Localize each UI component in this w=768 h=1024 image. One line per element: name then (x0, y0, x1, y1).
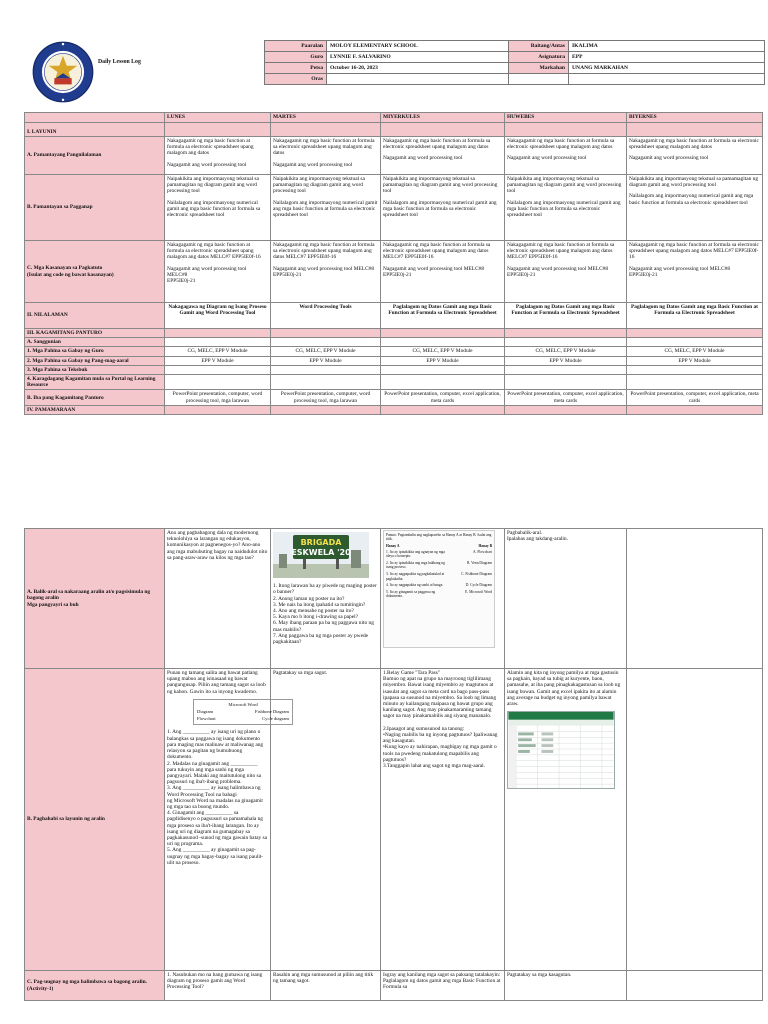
excel-spreadsheet-image (507, 711, 615, 789)
lesson-log-page-1 (24, 38, 762, 415)
day-header-row (25, 113, 763, 123)
cell-biyernes (627, 529, 763, 669)
row-pag-uugnay (25, 971, 763, 1001)
cell-huwebes: Alamin ang kita ng inyong pamilya at mga gastusin sa pagkain, bayad sa tubig at kuryente, baon, pamasahe, at iba pang pinagkakagastusan sa loob ng isang buwan. Gamit ang excel ipakita ito at alamin ang average na budget ng inyong pamilya bawat araw. (505, 669, 627, 971)
row-iba-pang-kagamitan: B. Iba pang Kagamitang Panturo PowerPoint presentation, computer, word processing tool, mga larawan PowerPoint presentation, computer, word processing tool, mga larawan PowerPoint presentation, computer, excel application, meta cards PowerPoint presentation, computer, excel application, meta cards PowerPoint presentation, computer, excel application, meta cards (25, 390, 763, 405)
cell: Nakagagamit ng mga basic function at formula sa electronic spreadsheet upang malagom ang datos Nagagamit ang word processing tool (271, 137, 381, 175)
cell: Naipakikita ang impormasyong tekstual sa pamamagitan ng diagram gamit ang word processing tool Nailalagom ang impormasyong numerical gamit ang mga basic function at formula sa electronic spreadsheet tool (505, 175, 627, 241)
row-label: C. Mga Kasanayan sa Pagkatuto (Isulat ang code ng bawat kasanayan) (25, 241, 165, 303)
row-label: II. NILALAMAN (25, 303, 165, 329)
section-pamamaraan: IV. PAMAMARAAN (25, 405, 763, 414)
row-label: A. Pamantayang Pangnilalaman (25, 137, 165, 175)
cell: Paglalagom ng Datos Gamit ang mga Basic Function at Formula sa Electronic Spreadsheet (381, 303, 505, 329)
cell-martes: BRIGADA ESKWELA '20 1. Itong larawan ba ay piwede ng maging poster o banner? 2. Anong laman ng poster na ito? 3. Me nais ba itong ipahatid sa tumitingin? 4. Ano ang mensahe ng poster na ito? 5. Kaya mo b itong i-drawing sa papel? 6. May ibang paraan pa ba ng paggawa nito ng mas mabilis? 7. Ang paggawa ba ng mga poster ay pwede pagkakitaan? (271, 529, 381, 669)
cell: Nakagagamit ng mga basic function at formula sa electronic spreadsheet upang malagom ang datos Nagagamit ang word processing tool (505, 137, 627, 175)
cell-martes: Basahin ang mga sumusunod at piliin ang titik ng tamang sagot. (271, 971, 381, 1001)
row-label: A. Balik-aral sa nakaraang aralin at/o pagsisimula ng bagong aralin Mga pangyayri sa buh (25, 529, 165, 669)
row-pamantayang-pangnilalaman (25, 137, 763, 175)
row-label: B. Iba pang Kagamitang Panturo (25, 390, 165, 405)
info-value: October 16-20, 2023 (327, 63, 509, 74)
brigada-poster-image (273, 532, 369, 578)
row-balik-aral (25, 529, 763, 669)
cell: Nakagagamit ng mga basic function at formula sa electronic spreadsheet upang malagom ang datos MELC#7 EPP5IE0f-16 Nagagamit ang word processing tool MELC#8 EPP5IE0j-21 (627, 241, 763, 303)
info-value: IKALIMA (569, 41, 765, 52)
cell-huwebes: Pagbabalik-aral. Ipalabas ang takdang-aralin. (505, 529, 627, 669)
row-label: 1. Mga Pahina sa Gabay ng Guro (25, 347, 165, 356)
cell-biyernes (627, 971, 763, 1001)
cell: Naipakikita ang impormasyong tekstual sa pamamagitan ng diagram gamit ang word processing tool Nailalagom ang impormasyong numerical gamit ang mga basic function at formula sa electronic spreadsheet tool (165, 175, 271, 241)
info-label: Guro (265, 52, 327, 63)
row-teksbuk: 3. Mga Pahina sa Teksbuk (25, 365, 763, 374)
cell: Nakagagamit ng mga basic function at formula sa electronic spreadsheet upang malagom ang datos Nagagamit ang word processing tool (627, 137, 763, 175)
header (24, 38, 762, 112)
info-label: Paaralan (265, 41, 327, 52)
info-table (264, 40, 765, 85)
info-row-oras (265, 74, 765, 85)
cell: Nakagagamit ng mga basic function at formula sa electronic spreadsheet upang malagom ang datos MELC#7 EPP5IE0f-16 Nagagamit ang word processing tool MELC#8 EPP5IE0j-21 (381, 241, 505, 303)
day-miyerkules: MIYERKULES (381, 113, 505, 123)
cell: Paglalagom ng Datos Gamit ang mga Basic Function at Formula sa Electronic Spreadsheet (627, 303, 763, 329)
row-mga-kasanayan (25, 241, 763, 303)
cell-lunes: 1. Nasubukan mo na bang gumawa ng isang diagram ng proseso gamit ang Word Processing Tool? (165, 971, 271, 1001)
matching-type-worksheet-image: Panuto: Pagtambalin ang nagkapareho sa Hanay A at Hanay B. Isulat ang titik. Hanay A Hanay B 1. Ito ay ipinakikita ang ugnayan ng mga ideya o konsepto. A. Flowchart 2. Ito ay ipinakikita ang mga hakbang ng isang proseso. B. Venn Diagram 3. Ito ay nagpapakita ng pagkakatulad at pagkakaiba. C. Fishbone Diagram 4. Ito ay nagpapakita ng sanhi at bunga. D. Cycle Diagram 5. Ito ay ginagamit sa paggawa ng dokumento. E. Microsoft Word (383, 530, 495, 648)
info-row-paaralan (265, 41, 765, 52)
row-label: 2. Mga Pahina sa Gabay ng Pang-mag-aaral (25, 356, 165, 365)
document-title: Daily Lesson Log (98, 59, 141, 65)
poster-line-1: BRIGADA (300, 538, 342, 547)
cell: Nakagagamit ng mga basic function at formula sa electronic spreadsheet upang malagom ang datos MELC#7 EPP5IE0f-16 Nagagamit ang word processing tool MELC#8 EPP5IE0j-21 (505, 241, 627, 303)
info-label: Oras (265, 74, 327, 85)
poster-line-2: ESKWELA '20 (291, 548, 351, 557)
info-label: Markahan (509, 63, 569, 74)
cell: Naipakikita ang impormasyong tekstual sa pamamagitan ng diagram gamit ang word processing tool Nailalagom ang impormasyong numerical gamit ang mga basic function at formula sa electronic spreadsheet tool (627, 175, 763, 241)
cell-biyernes (627, 669, 763, 971)
deped-seal-icon (32, 41, 94, 103)
cell: Nakagagamit ng mga basic function at formula sa electronic spreadsheet upang malagom ang datos Nagagamit ang word processing tool (165, 137, 271, 175)
info-value (569, 74, 765, 85)
day-lunes: LUNES (165, 113, 271, 123)
cell-miyerkules: 1.Relay Game "Tara Pass" Bumuo ng apat na grupo na mayroong tiglilimang miyembro. Bawat isang miyembro ay magtutuos at isasulat ang sagot sa meta card na bago pass-pass ipapasa sa susunod na miyembro. Sa loob ng limang minuto ay kailangang maipasa ng bawat grupo ang kanilang sagot. Ang may pinakamaraming tamang sagot na may pinakamabilis ang siyang mananalo. 2.Ipasagot ang sumusunod na tanong: •Naging mabilis ba ng inyong pagtutuos? Ipaliwanag ang kasagutan. •Kung kayo ay nahirapan, magbigay ng mga gamit o tools na pwedeng makatulong mapabilis ang pagtutuos? 3.Tanggapin lahat ang sagot ng mga mag-aaral. (381, 669, 505, 971)
cell: Naipakikita ang impormasyong tekstual sa pamamagitan ng diagram gamit ang word processing tool Nailalagom ang impormasyong numerical gamit ang mga basic function at formula sa electronic spreadsheet tool (381, 175, 505, 241)
info-value (327, 74, 509, 85)
info-value: MOLOY ELEMENTARY SCHOOL (327, 41, 509, 52)
cell: Nakagagawa ng Diagram ng Isang Proseso Gamit ang Word Processing Tool (165, 303, 271, 329)
info-label: Asignatura (509, 52, 569, 63)
row-label: B. Pamantayan sa Pagganap (25, 175, 165, 241)
lesson-table-2 (24, 528, 763, 1001)
info-label: Baitang/Antas (509, 41, 569, 52)
cell-martes: Pagtatakay sa mga sagot. (271, 669, 381, 971)
cell: Paglalagom ng Datos Gamit ang mga Basic Function at Formula sa Electronic Spreadsheet (505, 303, 627, 329)
row-pahina-mag-aaral: 2. Mga Pahina sa Gabay ng Pang-mag-aaral EPP V Module EPP V Module EPP V Module EPP V Module EPP V Module (25, 356, 763, 365)
info-value (509, 74, 569, 85)
info-value: LYNNIE F. SALVARINO (327, 52, 509, 63)
lesson-table-1 (24, 112, 763, 415)
lesson-log-page-2 (24, 528, 762, 1001)
cell-lunes: Punan ng tamang salita ang bawat patlang upang mabuo ang isinasaad ng bawat pangungusap. Piliin ang tamang sagot sa loob ng kahon. Gawin ito sa inyong kwaderno. Microsoft Word Diagram Fishbone Diagram Flowchart Cycle diagram 1. Ang __________ ay isang uri ng plano o balangkas sa paggawa ng isang dokumento para maging mas malinaw at maliwanag ang relasyon sa pagitan ng bumubuong dokumento. 2. Madalas na ginagamit ang __________ para tukuyin ang mga sanhi ng mga pangyayari. Malaki ang maitutulong nito sa pagsusuri ng iba't-ibang problema. 3. Ang __________ ay isang halimbawa ng Word Processing Tool na bahagi ng Microsoft Word na madalas na ginagamit ng mga tao sa buong mundo. 4. Ginagamit ang __________ sa pagdidisenyo o pagsusuri sa pamamahala ng mga proseso sa iba't-ibang larangan. Ito ay isang uri ng diagram na gumagabay sa pagkakasunod -sunod ng mga gawain batay sa uri ng programa. 5. Ang __________ ay ginagamit sa pag-uugnay ng mga bagay-bagay sa isang paulit-ulit na proseso. (165, 669, 271, 971)
day-huwebes: HUWEBES (505, 113, 627, 123)
row-portal: 4. Karagdagang Kagamitan mula sa Portal ng Learning Resource (25, 375, 763, 390)
row-nilalaman (25, 303, 763, 329)
word-choices-box: Microsoft Word Diagram Fishbone Diagram Flowchart Cycle diagram (193, 699, 293, 726)
info-value: EPP (569, 52, 765, 63)
info-label: Petsa (265, 63, 327, 74)
section-kagamitan: III. KAGAMITANG PANTURO (25, 329, 763, 338)
info-row-guro (265, 52, 765, 63)
info-value: UNANG MARKAHAN (569, 63, 765, 74)
cell-miyerkules (381, 529, 505, 669)
cell: Naipakikita ang impormasyong tekstual sa pamamagitan ng diagram gamit ang word processing tool Nailalagom ang impormasyong numerical gamit ang mga basic function at formula sa electronic spreadsheet tool (271, 175, 381, 241)
row-label: B. Paghahabi sa layunin ng aralin (25, 669, 165, 971)
cell: Nakagagamit ng mga basic function at formula sa electronic spreadsheet upang malagom ang datos MELC#7 EPP5IE0f-16 Nagagamit ang word processing tool MELC#8 EPP5IE0j-21 (271, 241, 381, 303)
row-sanggunian: A. Sanggunian (25, 338, 763, 347)
row-paghahabi (25, 669, 763, 971)
section-layunin: I. LAYUNIN (25, 123, 763, 137)
row-pahina-guro: 1. Mga Pahina sa Gabay ng Guro CG, MELC, EPP V Module CG, MELC, EPP V Module CG, MELC, EPP V Module CG, MELC, EPP V Module CG, MELC, EPP V Module (25, 347, 763, 356)
day-martes: MARTES (271, 113, 381, 123)
info-row-petsa (265, 63, 765, 74)
cell-miyerkules: Isgray ang kanilang mga sagot sa paksang tatalakayin: Paglalagom ng datos gamit ang mga Basic Function at Formula sa (381, 971, 505, 1001)
cell-huwebes: Pagtatakay sa mga kasagutan. (505, 971, 627, 1001)
day-biyernes: BIYERNES (627, 113, 763, 123)
cell-lunes: Ano ang pagbabagong dala ng modernong teknolohiya sa larangan ng edukasyon, komunikasyon at pagnenegos-yo? Ano-ano ang mga mabubuting bagay na naidudulot nito sa pang-araw-araw na kilos ng mga tao? (165, 529, 271, 669)
row-pamantayan-sa-pagganap (25, 175, 763, 241)
cell: Word Processing Tools (271, 303, 381, 329)
cell: Nakagagamit ng mga basic function at formula sa electronic spreadsheet upang malagom ang datos MELC#7 EPP5IE0f-16 Nagagamit ang word processing tool MELC#8 EPP5IE0j-21 (165, 241, 271, 303)
row-label: C. Pag-uugnay ng mga halimbawa sa bagong aralin. (Activity-1) (25, 971, 165, 1001)
cell: Nakagagamit ng mga basic function at formula sa electronic spreadsheet upang malagom ang datos Nagagamit ang word processing tool (381, 137, 505, 175)
